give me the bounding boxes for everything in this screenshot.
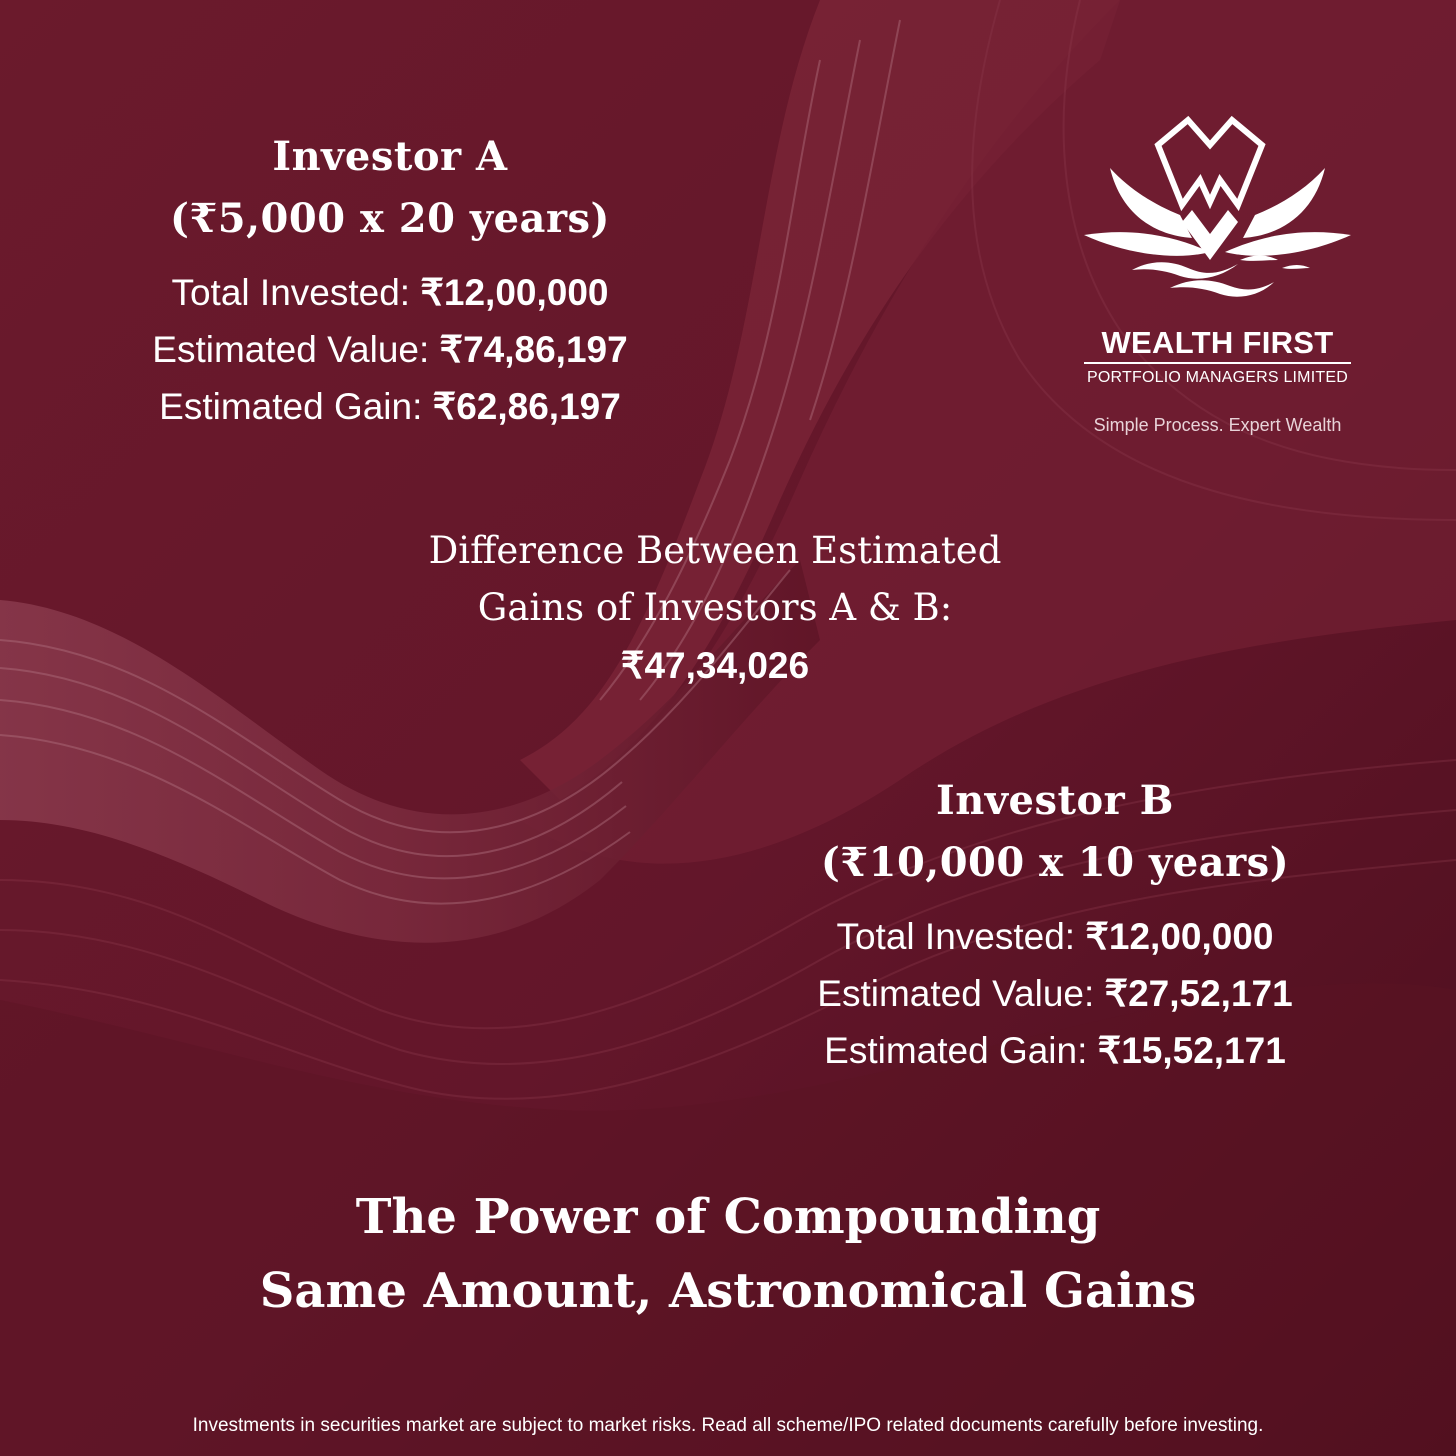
difference-line-2: Gains of Investors A & B: [477,586,953,629]
brand-divider [1084,362,1351,364]
headline-block [160,1180,1296,1328]
investor-a-title: Investor A [272,133,508,180]
investor-a-block [110,126,670,435]
difference-line-1: Difference Between Estimated [428,529,1002,572]
investor-b-estimated-value: Estimated Value: ₹27,52,171 [817,973,1293,1014]
lotus-w-logo-icon [1070,110,1365,310]
investor-b-title: Investor B [936,777,1174,824]
investor-b-estimated-gain: Estimated Gain: ₹15,52,171 [824,1030,1286,1071]
investor-b-block [770,770,1340,1079]
brand-subtitle: PORTFOLIO MANAGERS LIMITED [1087,369,1348,386]
brand-name: WEALTH FIRST [1101,325,1334,360]
investor-a-estimated-gain: Estimated Gain: ₹62,86,197 [159,386,621,427]
investor-b-subtitle: (₹10,000 x 10 years) [820,839,1290,886]
difference-value: ₹47,34,026 [620,645,810,686]
difference-block [410,522,1020,696]
investor-b-total-invested: Total Invested: ₹12,00,000 [836,916,1274,957]
investor-a-subtitle: (₹5,000 x 20 years) [170,195,610,242]
brand-motto: Simple Process. Expert Wealth [1093,415,1342,435]
wealth-first-logo [1070,110,1365,435]
investor-a-total-invested: Total Invested: ₹12,00,000 [171,272,609,313]
investor-a-estimated-value: Estimated Value: ₹74,86,197 [152,329,628,370]
headline-line-2: Same Amount, Astronomical Gains [259,1263,1197,1319]
headline-line-1: The Power of Compounding [355,1189,1101,1245]
disclaimer-text: Investments in securities market are subject to market risks. Read all scheme/IPO related documents carefully before investing. [192,1415,1264,1436]
